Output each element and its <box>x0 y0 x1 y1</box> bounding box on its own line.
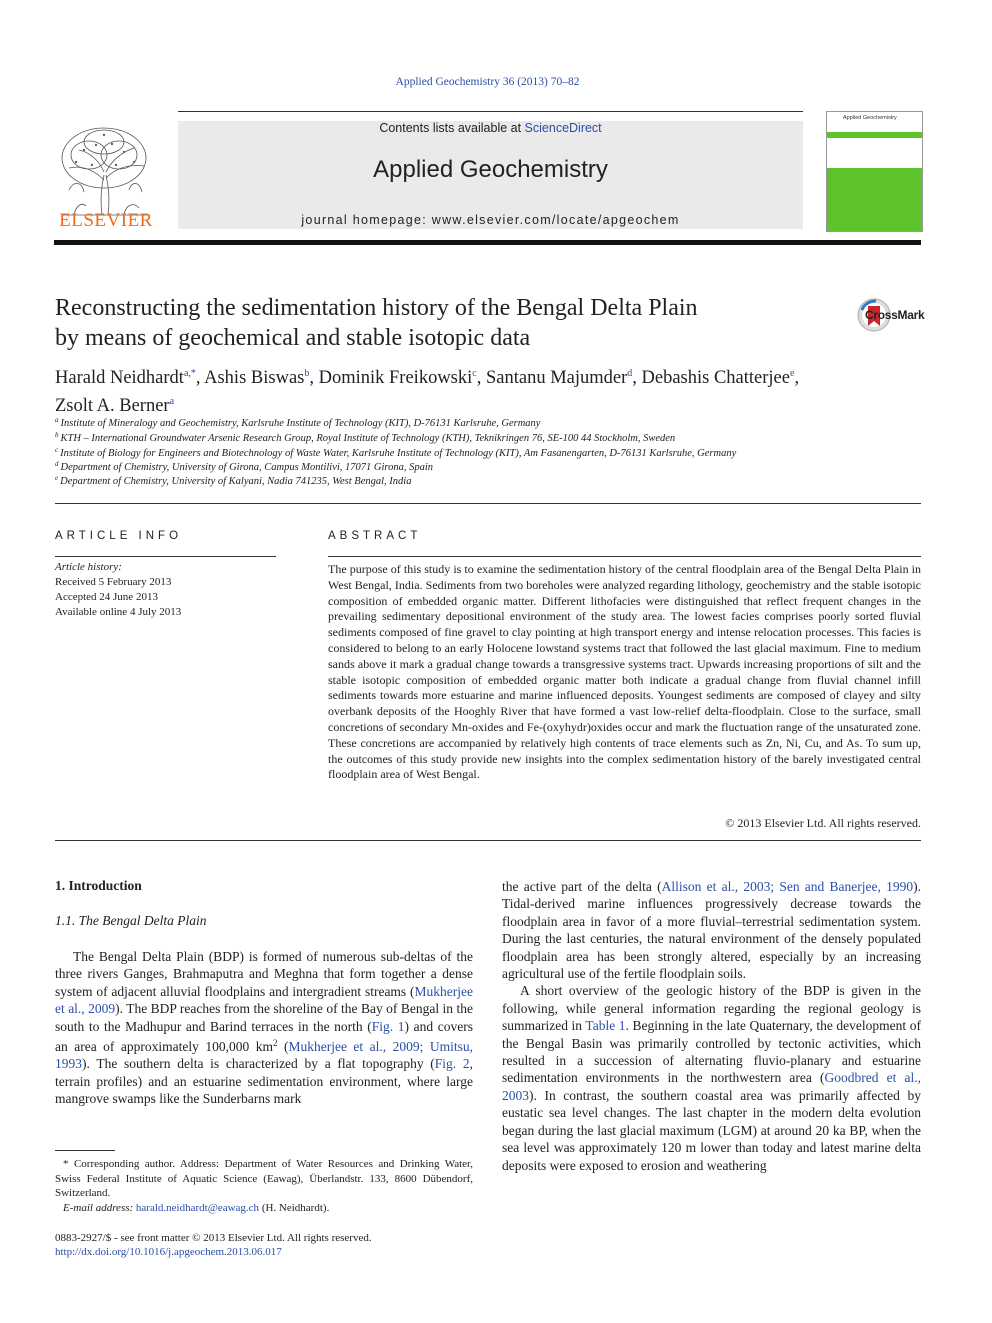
abstract-bottom-rule <box>55 840 921 841</box>
affiliation <box>55 431 675 444</box>
corresponding-author-note: * Corresponding author. Address: Department of Water Resources and Drinking Water, Swiss Federal Institute of Aquatic Science (Eawag), Überlandstr. 133, 8600 Dübendorf, Switzerland. <box>55 1158 473 1199</box>
online-date: Available online 4 July 2013 <box>55 606 182 618</box>
affiliation <box>55 460 433 473</box>
text-run: ). The BDP reaches from the shoreline of the Bay of Bengal in the south to the Madhupur and Barind terraces in the north ( <box>55 1001 473 1034</box>
author-name[interactable]: Zsolt A. Berner <box>55 396 170 416</box>
body-column-right <box>502 878 921 1174</box>
affiliation-text: KTH – International Groundwater Arsenic Research Group, Royal Institute of Technology (KTH), Teknikringen 76, SE-100 44 Stockholm, Sweden <box>60 433 676 444</box>
email-line <box>55 1201 473 1216</box>
citation-link[interactable]: Mukherjee et al., 2009 <box>55 983 473 1017</box>
text-run: A short overview of the geologic history of the BDP is given in the following, while general information regarding the regional geology is summarized in <box>502 983 921 1034</box>
elsevier-wordmark: ELSEVIER <box>59 210 153 231</box>
copyright-line: © 2013 Elsevier Ltd. All rights reserved. <box>725 816 921 830</box>
abstract-rule <box>328 556 921 557</box>
subsection-heading: 1.1. The Bengal Delta Plain <box>55 913 207 928</box>
figure-link[interactable]: Fig. 2 <box>434 1056 470 1072</box>
text-run: ) and covers an area of approximately 100,000 km <box>55 1018 473 1055</box>
contents-available-line <box>178 121 803 135</box>
text-run: ). The southern delta is characterized by a flat topography ( <box>82 1056 435 1072</box>
author-affiliation-mark[interactable]: a,* <box>183 368 196 379</box>
footnote-rule <box>55 1150 115 1151</box>
sciencedirect-link[interactable]: ScienceDirect <box>524 121 602 135</box>
received-date: Received 5 February 2013 <box>55 576 172 588</box>
paragraph <box>502 878 921 982</box>
cover-title: Applied Geochemistry <box>843 115 897 121</box>
footnote <box>55 1157 473 1215</box>
author-name[interactable]: Harald Neidhardt <box>55 368 184 388</box>
author-affiliation-mark[interactable]: a <box>169 396 175 407</box>
title-line-1: Reconstructing the sedimentation history of the Bengal Delta Plain <box>55 295 698 321</box>
contents-prefix: Contents lists available at <box>379 121 525 135</box>
superscript: 2 <box>272 1038 278 1049</box>
issn-line: 0883-2927/$ - see front matter © 2013 Elsevier Ltd. All rights reserved. <box>55 1232 372 1244</box>
text-run: the active part of the delta ( <box>502 879 662 894</box>
affiliation <box>55 446 736 459</box>
author-affiliation-mark[interactable]: d <box>627 368 633 379</box>
article-title <box>55 293 815 353</box>
author-affiliation-mark[interactable]: e <box>789 368 795 379</box>
front-matter <box>55 1231 473 1259</box>
abstract-body: The purpose of this study is to examine the sedimentation history of the central floodplain area of the Bengal Delta Plain in West Bengal, India. Sediments from two boreholes were analyzed regarding lithology, geochemistry and the stable isotopic composition of embedded organic matter. Different lithofacies were distinguished that reflect frequent changes in the prevailing sedimentary depositional environment of the study area. The lowest facies comprises poorly sorted fluvial sediments composed of fine gravel to clay pointing at high transport energy and intense relocation processes. This facies is considered to belong to an early Holocene lowstand systems tract that followed the last glacial maximum. Fine to medium sands above it mark a gradual change towards a transgressive systems tract. Upwards increasing proportions of silt and the stable isotopic composition of embedded organic matter both indicate a gradual change from fluvial channel infill sediments towards more estuarine and marine influenced deposits. Youngest sediments are composed of clayey and silty overbank deposits of the Hooghly River that have formed a vast low-relief delta-floodplain. Close to the surface, small concretions of secondary Mn-oxides and Fe-(oxyhydr)oxides occur and mark the fluctuation range of the unsaturated zone. These concretions are accompanied by relatively high contents of trace elements such as Zn, Ni, Cu, and As. To sum up, the outcomes of this study provide new insights into the complex sedimentation history of the barely investigated central floodplain area of West Bengal. <box>328 562 921 782</box>
author-name[interactable]: Debashis Chatterjee <box>641 368 790 388</box>
affiliation-key: c <box>55 446 59 454</box>
article-info-rule <box>55 556 276 557</box>
citation-link[interactable]: Goodbred et al., 2003 <box>502 1070 921 1103</box>
article-history <box>55 560 275 620</box>
author-affiliation-mark[interactable]: c <box>472 368 477 379</box>
affiliation-text: Department of Chemistry, University of Girona, Campus Montilivi, 17071 Girona, Spain <box>60 462 434 473</box>
author-name[interactable]: Ashis Biswas <box>204 368 305 388</box>
email-suffix: (H. Neidhardt). <box>259 1201 330 1214</box>
text-run: ( <box>277 1039 289 1055</box>
affiliations-rule <box>55 503 921 504</box>
figure-link[interactable]: Fig. 1 <box>371 1018 405 1034</box>
body-column-left <box>55 948 473 1108</box>
affiliation-text: Institute of Biology for Engineers and Biotechnology of Waste Water, Karlsruhe Institute of Technology (KIT), Am Fasanengarten, D-76131 Karlsruhe, Germany <box>60 448 737 459</box>
cover-white-band <box>827 138 922 168</box>
journal-homepage[interactable]: journal homepage: www.elsevier.com/locate/apgeochem <box>301 213 680 227</box>
text-run: ). Tidal-derived marine influences progressively decrease towards the floodplain area in favor of a more fluvial–terrestrial sedimentation system. During the last centuries, the natural environment of the densely populated floodplain area has been strongly altered, especially by an increasing agricultural use of the fertile floodplain soils. <box>502 879 922 982</box>
author-name[interactable]: Santanu Majumder <box>485 368 628 388</box>
citation-link[interactable]: Mukherjee et al., 2009; Umitsu, 1993 <box>55 1039 473 1072</box>
title-line-2: by means of geochemical and stable isotopic data <box>55 325 531 351</box>
journal-cover-thumbnail[interactable] <box>826 111 923 232</box>
header-thick-rule <box>54 240 921 245</box>
journal-reference[interactable]: Applied Geochemistry 36 (2013) 70–82 <box>395 76 580 88</box>
affiliation-text: Department of Chemistry, University of Kalyani, Nadia 741235, West Bengal, India <box>60 476 412 487</box>
email-label: E-mail address: <box>63 1201 136 1214</box>
author-name[interactable]: Dominik Freikowski <box>318 368 473 388</box>
citation-link[interactable]: Allison et al., 2003; Sen and Banerjee, 1990 <box>661 879 914 894</box>
paragraph <box>502 982 921 1173</box>
table-link[interactable]: Table 1 <box>585 1018 626 1034</box>
affiliation-key: a <box>55 416 59 424</box>
affiliation <box>55 416 540 429</box>
text-run: , terrain profiles) and an estuarine sedimentation environment, where large mangrove swamps like the Sunderbarns mark <box>55 1056 473 1107</box>
affiliation-key: d <box>55 460 59 468</box>
author-affiliation-mark[interactable]: b <box>304 368 310 379</box>
section-heading-introduction: 1. Introduction <box>55 878 142 893</box>
article-info-heading: ARTICLE INFO <box>55 530 183 542</box>
affiliation <box>55 474 411 487</box>
affiliation-key: e <box>55 474 59 482</box>
author-list: Harald Neidhardt$^{a,*}$, Ashis Biswas$^b$, Dominik Freikowski$^c$, Santanu Majumder$^d$, Debashis Chatterjee$^e$, Zsolt A. Berner$^a$ <box>55 368 800 416</box>
email-link[interactable]: harald.neidhardt@eawag.ch <box>135 1201 260 1214</box>
affiliation-text: Institute of Mineralogy and Geochemistry, Karlsruhe Institute of Technology (KIT), D-76131 Karlsruhe, Germany <box>60 418 541 429</box>
abstract-heading: ABSTRACT <box>328 530 422 542</box>
doi-link[interactable]: http://dx.doi.org/10.1016/j.apgeochem.2013.06.017 <box>55 1246 282 1258</box>
paragraph <box>55 948 473 1108</box>
crossmark-label[interactable]: CrossMark <box>865 308 925 322</box>
text-run: ). In contrast, the southern coastal area was primarily affected by eustatic sea level changes. The last chapter in the modern delta evolution began during the last glacial maximum (LGM) at around 20 ka BP, when the sea level was approximately 120 m lower than today and latest marine delta deposits were exposed to erosion and weathering <box>502 1087 921 1173</box>
header-top-rule <box>178 111 803 112</box>
accepted-date: Accepted 24 June 2013 <box>55 591 158 603</box>
history-label: Article history: <box>55 561 122 573</box>
journal-name: Applied Geochemistry <box>373 156 608 183</box>
text-run: . Beginning in the late Quaternary, the development of the Bengal Basin was primarily controlled by tectonic activities, which resulted in a succession of alternating fluvio-planary and estuarine sedimentation environments in the northwestern area ( <box>502 1018 921 1086</box>
text-run: The Bengal Delta Plain (BDP) is formed of numerous sub-deltas of the three rivers Ganges, Brahmaputra and Meghna that form together a dense system of adjacent alluvial floodplains and intergradient streams ( <box>55 949 473 999</box>
affiliation-key: b <box>55 431 59 439</box>
